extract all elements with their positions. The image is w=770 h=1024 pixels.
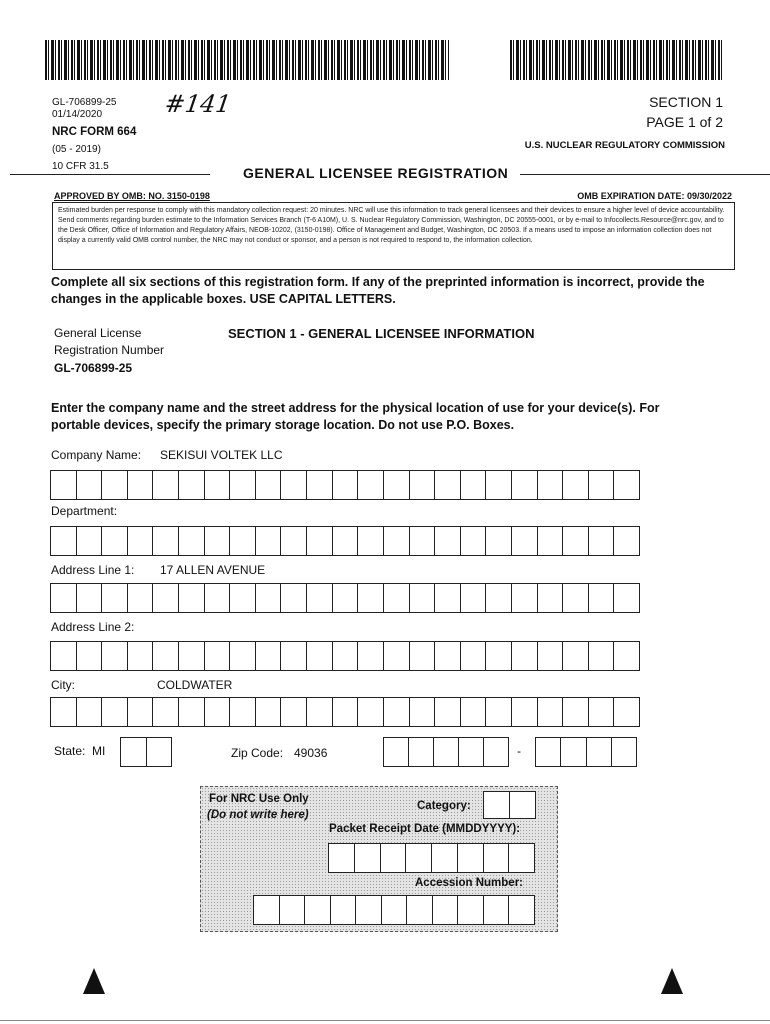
- omb-expiration: OMB EXPIRATION DATE: 09/30/2022: [577, 191, 732, 201]
- state-value: MI: [92, 744, 106, 758]
- omb-approval: APPROVED BY OMB: NO. 3150-0198: [54, 191, 210, 201]
- barcode-left: [45, 40, 449, 80]
- address-line-1-boxes[interactable]: [50, 583, 640, 613]
- zip-separator: -: [517, 744, 521, 758]
- form-instructions: Complete all six sections of this registration form. If any of the preprinted information is incorrect, provide the changes in the applicable boxes. USE CAPITAL LETTERS.: [51, 275, 705, 306]
- title-rule-left: [10, 174, 210, 175]
- nrc-use-subtitle: (Do not write here): [207, 809, 309, 821]
- company-name-boxes[interactable]: [50, 470, 640, 500]
- bottom-rule: [0, 1020, 770, 1021]
- cfr-reference: 10 CFR 31.5: [52, 161, 109, 172]
- handwritten-note: #141: [163, 90, 233, 118]
- zip-extension-boxes[interactable]: [535, 737, 637, 767]
- agency-name: U.S. NUCLEAR REGULATORY COMMISSION: [524, 140, 725, 151]
- category-label: Category:: [417, 800, 471, 812]
- page-number: PAGE 1 of 2: [646, 114, 723, 130]
- registration-mark-right: [661, 968, 683, 994]
- section-heading: SECTION 1 - GENERAL LICENSEE INFORMATION: [228, 326, 535, 341]
- department-boxes[interactable]: [50, 526, 640, 556]
- zip-code-label: Zip Code:: [231, 746, 284, 760]
- form-title: GENERAL LICENSEE REGISTRATION: [243, 165, 509, 181]
- packet-date-boxes: [328, 843, 535, 873]
- address-line-2-boxes[interactable]: [50, 641, 640, 671]
- category-boxes: [483, 791, 536, 819]
- section-number: SECTION 1: [649, 94, 723, 110]
- form-date: 01/14/2020: [52, 109, 103, 120]
- city-value: COLDWATER: [157, 678, 233, 692]
- address-line-2-label: Address Line 2:: [51, 620, 135, 634]
- nrc-use-title: For NRC Use Only: [209, 793, 309, 805]
- company-name-label: Company Name:: [51, 448, 142, 462]
- city-boxes[interactable]: [50, 697, 640, 727]
- form-name: NRC FORM 664: [52, 126, 137, 138]
- registration-mark-left: [83, 968, 105, 994]
- department-label: Department:: [51, 504, 118, 518]
- accession-number-boxes: [253, 895, 535, 925]
- burden-notice: Estimated burden per response to comply with this mandatory collection request: 20 minutes. NRC will use this information to track general licensees and their devices to ensure a higher level of device accountability. Send comments regarding burden estimate to the Information Services Branch (T-6 A10M), U. S. Nuclear Regulatory Commission, Washington, DC 20555-0001, or by e-mail to Infocollects.Resource@nrc.gov, and to the Desk Officer, Office of Information and Regulatory Affairs, NEOB-10202, (3150-0198). Office of Management and Budget, Washington, DC 20503. If a means used to impose an information collection does not display a currently valid OMB control number, the NRC may not conduct or sponsor, and a person is not required to respond to, the information collection.: [52, 202, 735, 270]
- reg-number-label-1: General License: [54, 326, 142, 340]
- zip-code-value: 49036: [294, 746, 328, 760]
- state-label: State:: [54, 744, 86, 758]
- packet-date-label: Packet Receipt Date (MMDDYYYY):: [329, 823, 521, 835]
- zip-code-boxes[interactable]: [383, 737, 509, 767]
- reg-number-label-2: Registration Number: [54, 343, 165, 357]
- barcode-right: [510, 40, 722, 80]
- title-rule-right: [520, 174, 770, 175]
- registration-id: GL-706899-25: [52, 97, 117, 108]
- address-line-1-value: 17 ALLEN AVENUE: [160, 563, 266, 577]
- address-instructions: Enter the company name and the street address for the physical location of use for your device(s). For portable devices, specify the primary storage location. Do not use P.O. Boxes.: [51, 401, 660, 432]
- nrc-use-only-box: [200, 786, 558, 932]
- city-label: City:: [51, 678, 75, 692]
- address-line-1-label: Address Line 1:: [51, 563, 135, 577]
- form-revision: (05 - 2019): [52, 144, 101, 155]
- company-name-value: SEKISUI VOLTEK LLC: [160, 448, 283, 462]
- state-boxes[interactable]: [120, 737, 172, 767]
- accession-number-label: Accession Number:: [415, 877, 524, 889]
- reg-number-value: GL-706899-25: [54, 361, 133, 375]
